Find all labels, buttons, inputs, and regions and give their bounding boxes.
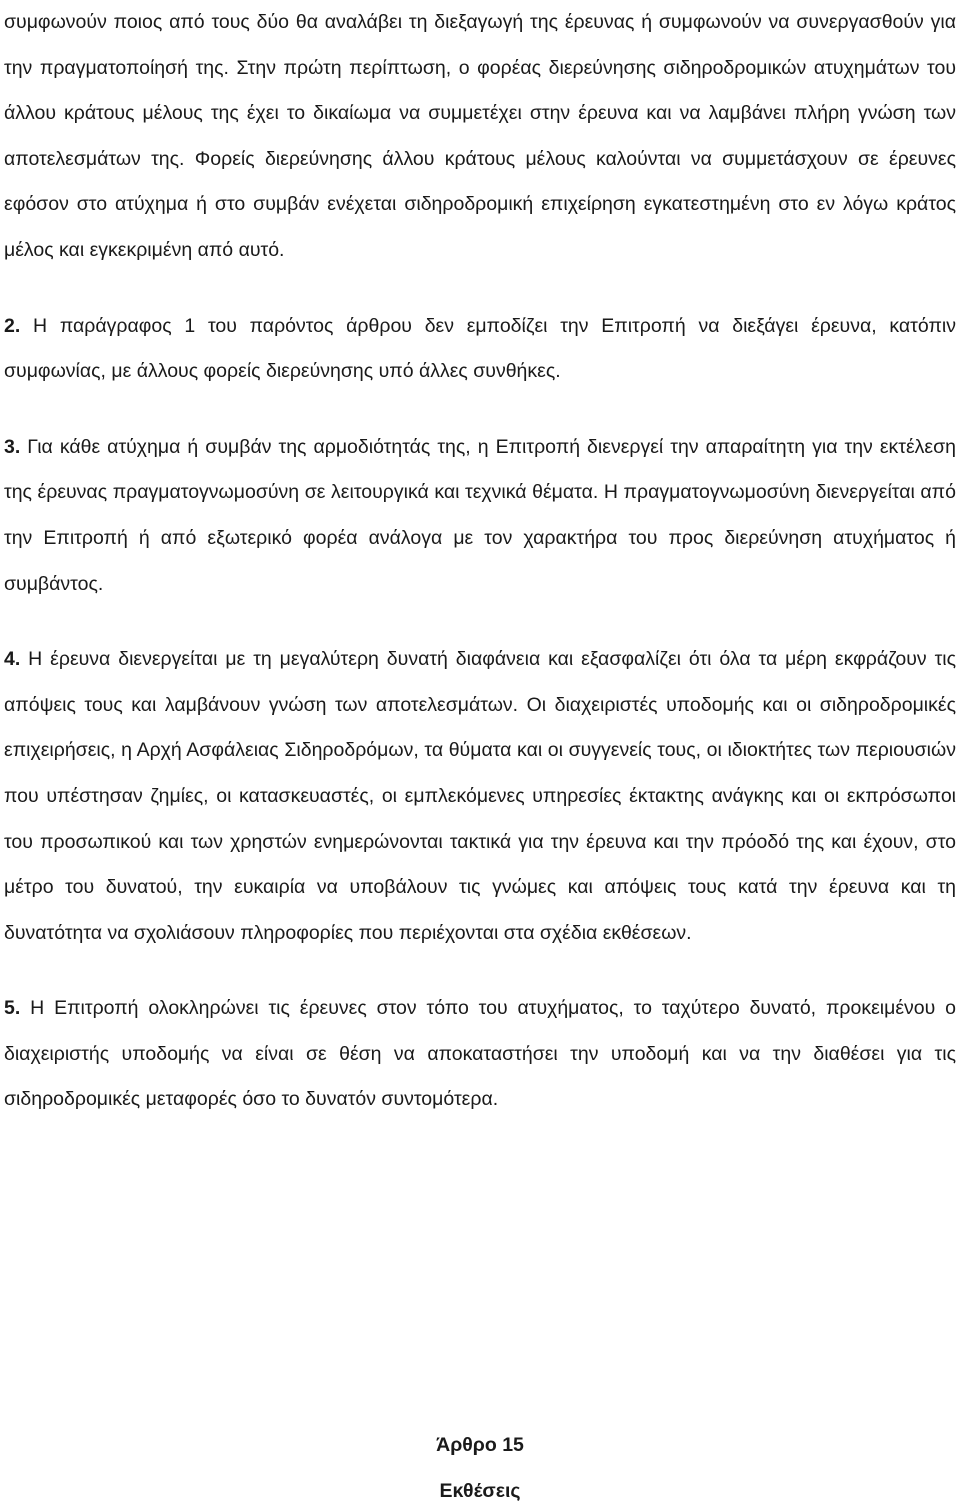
paragraph-text: συμφωνούν ποιος από τους δύο θα αναλάβει τη διεξαγωγή της έρευνας ή συμφωνούν να συνεργασθούν για την πραγματοποίησή της. Στην πρώτη περίπτωση, ο φορέας διερεύνησης σιδηροδρομικών ατυχημάτων του άλλου κράτους μέλους της έχει το δικαίωμα να συμμετέχει στην έρευνα και να λαμβάνει πλήρη γνώση των αποτελεσμάτων της. Φορείς διερεύνησης άλλου κράτους μέλους καλούνται να συμμετάσχουν σε έρευνες εφόσον στο ατύχημα ή στο συμβάν ενέχεται σιδηροδρομική επιχείρηση εγκατεστημένη στο εν λόγω κράτος μέλος και εγκεκριμένη από αυτό. [4,11,956,261]
document-body [4,0,956,1123]
paragraph-text: Η έρευνα διενεργείται με τη μεγαλύτερη δυνατή διαφάνεια και εξασφαλίζει ότι όλα τα μέρη εκφράζουν τις απόψεις τους και λαμβάνουν γνώση των αποτελεσμάτων. Οι διαχειριστές υποδομής και οι σιδηροδρομικές επιχειρήσεις, η Αρχή Ασφάλειας Σιδηροδρόμων, τα θύματα και οι συγγενείς τους, οι ιδιοκτήτες των περιουσιών που υπέστησαν ζημίες, οι κατασκευαστές, οι εμπλεκόμενες υπηρεσίες έκτακτης ανάγκης και οι εκπρόσωποι του προσωπικού και των χρηστών ενημερώνονται τακτικά για την έρευνα και την πρόοδό της και έχουν, στο μέτρο του δυνατού, την ευκαιρία να υποβάλουν τις γνώμες και απόψεις τους κατά την έρευνα και τη δυνατότητα να σχολιάσουν πληροφορίες που περιέχονται στα σχέδια εκθέσεων. [4,648,956,944]
paragraph-text: Η παράγραφος 1 του παρόντος άρθρου δεν εμποδίζει την Επιτροπή να διεξάγει έρευνα, κατόπιν συμφωνίας, με άλλους φορείς διερεύνησης υπό άλλες συνθήκες. [4,314,956,383]
paragraph-3 [4,425,956,607]
paragraph-number: 3. [4,435,21,458]
paragraph-continuation [4,0,956,274]
paragraph-number: 4. [4,648,21,671]
paragraph-text: Για κάθε ατύχημα ή συμβάν της αρμοδιότητάς της, η Επιτροπή διενεργεί την απαραίτητη για την εκτέλεση της έρευνας πραγματογνωμοσύνη σε λειτουργικά και τεχνικά θέματα. Η πραγματογνωμοσύνη διενεργείται από την Επιτροπή ή από εξωτερικό φορέα ανάλογα με τον χαρακτήρα του προς διερεύνηση ατυχήματος ή συμβάντος. [4,435,956,595]
paragraph-5 [4,986,956,1123]
paragraph-2 [4,304,956,395]
article-subtitle: Εκθέσεις [439,1480,521,1502]
paragraph-number: 5. [4,997,21,1020]
paragraph-text: Η Επιτροπή ολοκληρώνει τις έρευνες στον τόπο του ατυχήματος, το ταχύτερο δυνατό, προκειμένου ο διαχειριστής υποδομής να είναι σε θέση να αποκαταστήσει την υποδομή και να την διαθέσει για τις σιδηροδρομικές μεταφορές όσο το δυνατόν συντομότερα. [4,997,956,1111]
paragraph-4 [4,637,956,956]
article-title: Άρθρο 15 [436,1434,524,1456]
paragraph-number: 2. [4,314,21,337]
